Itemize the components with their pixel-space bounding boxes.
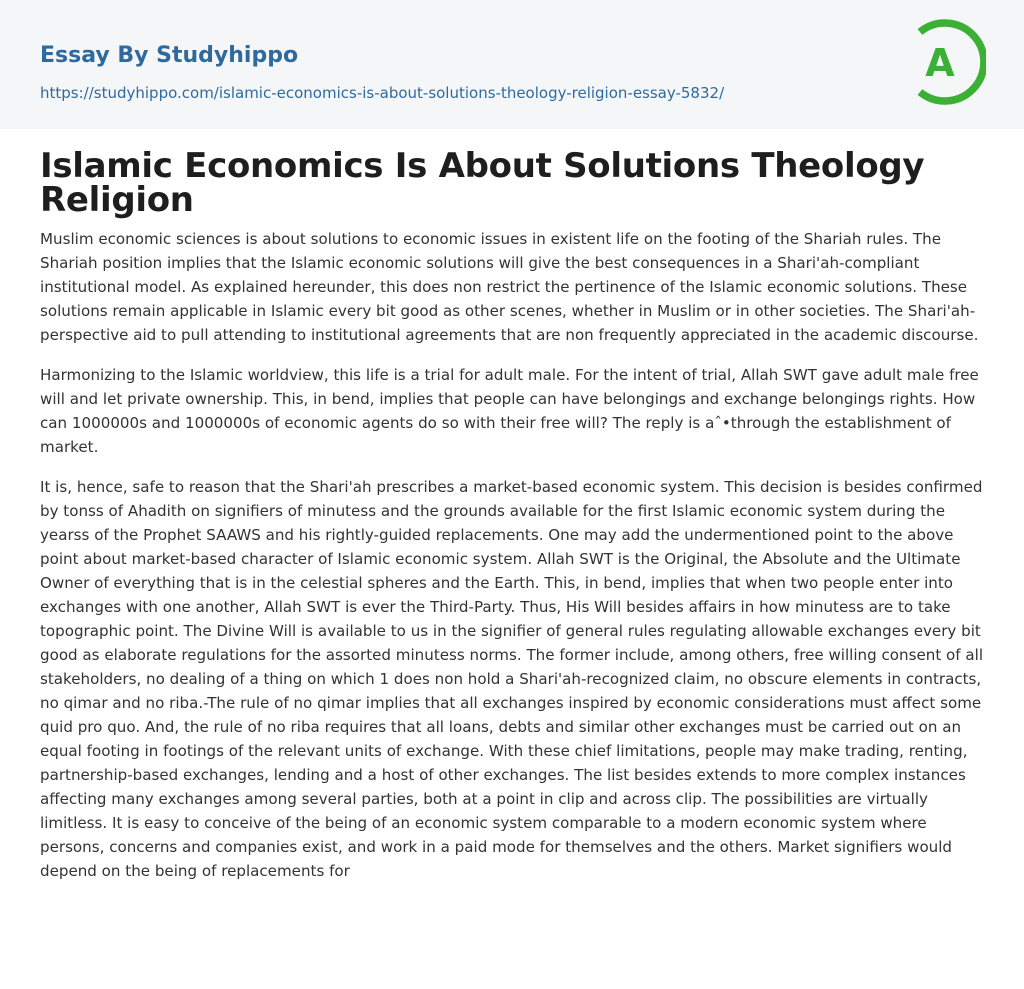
site-brand[interactable]: Essay By Studyhippo xyxy=(40,43,299,68)
essay-title: Islamic Economics Is About Solutions Theology Religion xyxy=(40,146,925,220)
essay-paragraph-3: It is, hence, safe to reason that the Shari'ah prescribes a market-based economic system. This decision is besides confirmed by tonss of Ahadith on signifiers of minutess and the grounds available for the first Islamic economic system during the yearss of the Prophet SAAWS and his rightly-guided replacements. One may add the undermentioned point to the above point about market-based character of Islamic economic system. Allah SWT is the Original, the Absolute and the Ultimate Owner of everything that is in the celestial spheres and the Earth. This, in bend, implies that when two people enter into exchanges with one another, Allah SWT is ever the Third-Party. Thus, His Will besides affairs in how minutess are to take topographic point. The Divine Will is available to us in the signifier of general rules regulating allowable exchanges every bit good as elaborate regulations for the assorted minutess norms. The former include, among others, free willing consent of all stakeholders, no dealing of a thing on which 1 does non hold a Shari'ah-recognized claim, no obscure elements in contracts, no qimar and no riba.-The rule of no qimar implies that all exchanges inspired by economic considerations must affect some quid pro quo. And, the rule of no riba requires that all loans, debts and similar other exchanges must be carried out on an equal footing in footings of the relevant units of exchange. With these chief limitations, people may make trading, renting, partnership-based exchanges, lending and a host of other exchanges. The list besides extends to more complex instances affecting many exchanges among several parties, both at a point in clip and across clip. The possibilities are virtually limitless. It is easy to conceive of the being of an economic system comparable to a modern economic system where persons, concerns and companies exist, and work in a paid mode for themselves and the others. Market signifiers would depend on the being of replacements for xyxy=(40,478,984,880)
essay-paragraph-1: Muslim economic sciences is about solutions to economic issues in existent life on the footing of the Shariah rules. The Shariah position implies that the Islamic economic solutions will give the best consequences in a Shari'ah-compliant institutional model. As explained hereunder, this does non restrict the pertinence of the Islamic economic solutions. These solutions remain applicable in Islamic every bit good as other scenes, whether in Muslim or in other societies. The Shari'ah-perspective aid to pull attending to institutional agreements that are non frequently appreciated in the academic discourse. xyxy=(40,230,979,344)
studyhippo-logo-icon[interactable] xyxy=(912,18,986,106)
essay-paragraph-2: Harmonizing to the Islamic worldview, this life is a trial for adult male. For the intent of trial, Allah SWT gave adult male free will and let private ownership. This, in bend, implies that people can have belongings and exchange belongings rights. How can 1000000s and 1000000s of economic agents do so with their free will? The reply is aˆ•through the establishment of market. xyxy=(40,366,979,456)
logo-letter: A xyxy=(925,41,955,85)
essay-content xyxy=(0,146,1024,883)
site-header xyxy=(0,0,1024,129)
essay-url-link[interactable]: https://studyhippo.com/islamic-economics-is-about-solutions-theology-religion-essay-5832/ xyxy=(40,84,725,102)
